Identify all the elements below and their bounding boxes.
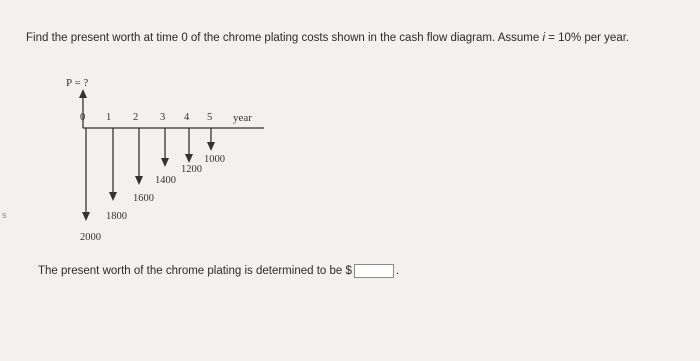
cost-value-year-4: 1200 <box>181 164 202 175</box>
question-suffix: = 10% per year. <box>545 32 630 44</box>
period-label: 1 <box>106 112 112 123</box>
cost-arrowhead <box>109 192 117 201</box>
cost-value-year-2: 1600 <box>133 193 154 204</box>
period-label: 2 <box>133 112 139 123</box>
answer-line <box>38 264 399 278</box>
cost-value-year-5: 1000 <box>204 154 225 165</box>
cost-arrowhead <box>161 158 169 167</box>
cost-value-year-0: 2000 <box>80 232 101 243</box>
cost-arrowhead <box>82 212 90 221</box>
answer-input[interactable] <box>354 264 394 278</box>
period-label: 4 <box>184 112 190 123</box>
period-label: 5 <box>207 112 213 123</box>
cost-value-year-1: 1800 <box>106 211 127 222</box>
cost-arrowhead <box>135 176 143 185</box>
margin-mark: s <box>2 210 7 220</box>
present-worth-arrowhead <box>79 89 87 98</box>
year-label: year <box>233 112 252 124</box>
cost-arrowhead <box>207 142 215 151</box>
period-label: 3 <box>160 112 166 123</box>
question-prefix: Find the present worth at time 0 of the chrome plating costs shown in the cash flow diagram. Assume <box>26 32 543 44</box>
interest-variable: i <box>542 32 546 44</box>
answer-prompt: The present worth of the chrome plating is determined to be $ <box>38 265 352 277</box>
cost-arrowhead <box>185 154 193 163</box>
present-worth-label: P = ? <box>66 77 89 89</box>
period-label: 0 <box>80 112 86 123</box>
answer-trailing: . <box>395 265 400 277</box>
cost-value-year-3: 1400 <box>155 175 176 186</box>
